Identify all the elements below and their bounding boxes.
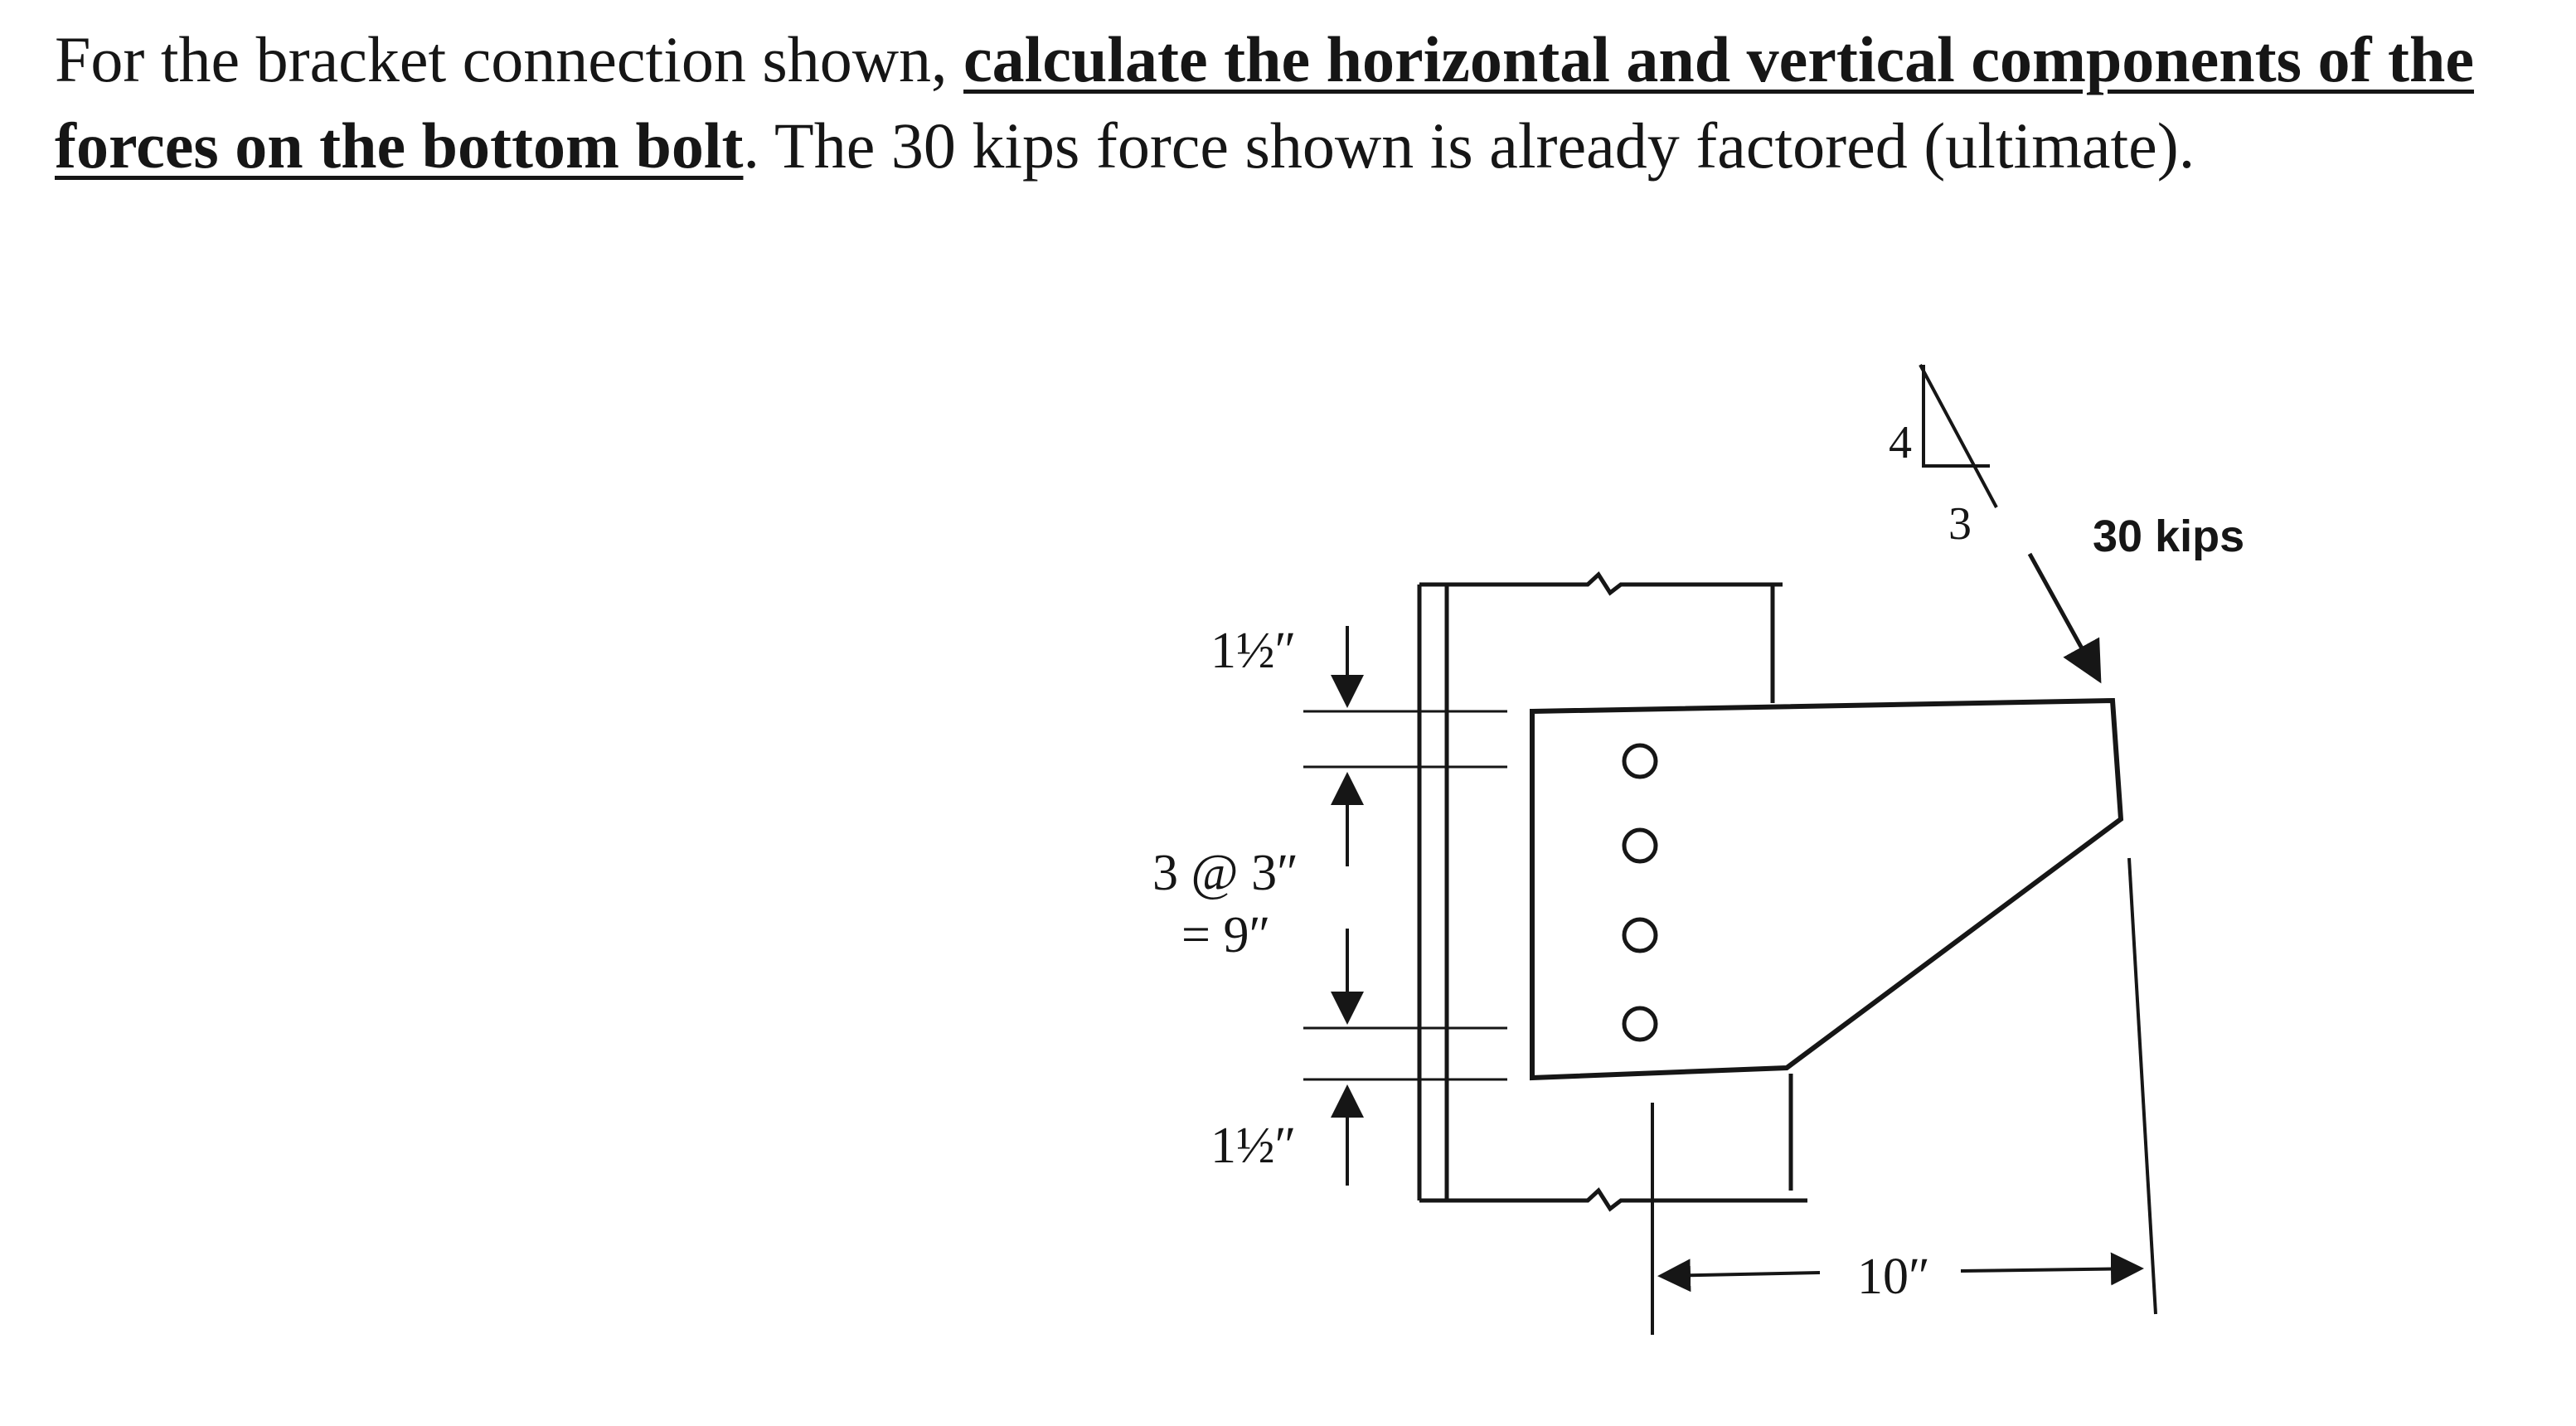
slope-hypotenuse [1920,365,1996,507]
eccentricity-arrow-left [1661,1273,1820,1276]
bracket-plate [1532,701,2121,1078]
bolt [1624,830,1656,861]
problem-rest: . The 30 kips force shown is already factored (ultimate). [743,109,2195,182]
top-edge-dim-label: 1½″ [1210,623,1297,679]
load-label: 30 kips [2093,512,2245,561]
bolt-spacing-label-1: 3 @ 3″ [1152,845,1298,901]
column-flange [1419,575,1807,1209]
dimension-reference-lines [1303,711,1507,1079]
eccentricity-dim-label: 10″ [1857,1249,1930,1305]
slope-triangle [1924,365,1990,466]
bolt-spacing-label-2: = 9″ [1181,907,1271,963]
load-arrow [2030,554,2099,680]
bolt-bottom [1624,1008,1656,1040]
bolt [1624,745,1656,777]
problem-intro: For the bracket connection shown, [55,23,964,95]
bolt [1624,919,1656,951]
eccentricity-arrow-right [1961,1268,2141,1271]
slope-run-label: 3 [1948,498,1972,550]
problem-task: calculate the horizontal and vertical components of the forces on the bottom bolt [55,23,2474,182]
bottom-edge-dim-label: 1½″ [1210,1118,1297,1174]
slope-rise-label: 4 [1889,417,1912,468]
load-line-extension [2129,858,2156,1314]
